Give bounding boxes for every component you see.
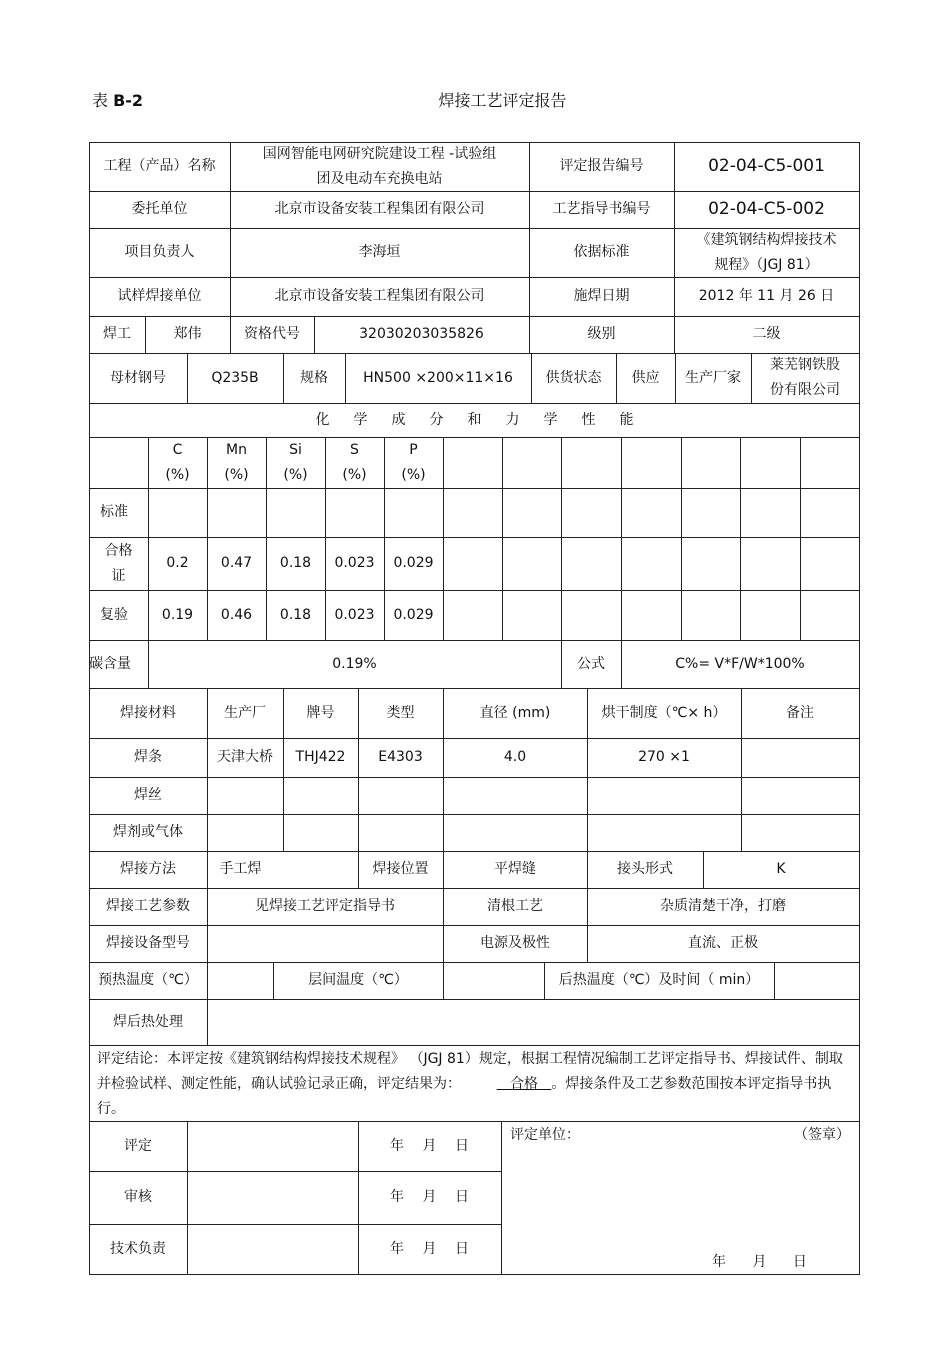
- spec-label: 规格: [300, 369, 328, 386]
- chem-row-recheck-label: 复验: [100, 606, 128, 623]
- pwht-label: 焊后热处理: [113, 1013, 183, 1030]
- signoff-review-date: 年 月 日: [390, 1189, 469, 1205]
- electrode-maker: 天津大桥: [217, 749, 273, 765]
- leader: 李海垣: [358, 244, 401, 260]
- electrode-diameter: 4.0: [503, 749, 527, 765]
- seal-label: （签章）: [794, 1127, 850, 1143]
- weld-unit-label: 试样焊接单位: [117, 288, 202, 304]
- page-title: 焊接工艺评定报告: [438, 91, 567, 110]
- welder: 郑伟: [173, 326, 202, 342]
- recheck-value-mn: 0.46: [220, 606, 253, 623]
- materials-header-material: 焊接材料: [120, 704, 176, 721]
- supply-state: 供应: [631, 369, 660, 386]
- wps-no: 02-04-C5-002: [708, 199, 825, 219]
- chem-col-s: S (%): [342, 441, 367, 483]
- maker-label: 生产厂家: [685, 369, 741, 386]
- preheat-label: 预热温度（℃）: [98, 972, 198, 988]
- cert-value-c: 0.2: [166, 555, 189, 571]
- interpass-label: 层间温度（℃）: [308, 972, 408, 988]
- cert-label: 资格代号: [244, 326, 300, 342]
- flux-label: 焊剂或气体: [113, 824, 183, 840]
- formula-label: 公式: [577, 655, 605, 672]
- chem-col-p: P (%): [401, 441, 426, 483]
- materials-header-type: 类型: [386, 704, 415, 721]
- eval-unit-date: 年 月 日: [712, 1254, 807, 1270]
- leader-label: 项目负责人: [124, 244, 195, 260]
- signoff-evaluate-date: 年 月 日: [390, 1137, 469, 1154]
- basis-standard: 《建筑钢结构焊接技术 规程》（JGJ 81）: [696, 231, 837, 273]
- equipment-label: 焊接设备型号: [106, 935, 190, 951]
- project-name: 国网智能电网研究院建设工程 -试验组 团及电动车充换电站: [262, 145, 497, 187]
- chem-col-c: C (%): [165, 441, 190, 483]
- conclusion-result: 合格: [509, 1076, 538, 1092]
- params: 见焊接工艺评定指导书: [255, 898, 395, 914]
- signoff-tech-date: 年 月 日: [390, 1240, 469, 1257]
- postheat-label: 后热温度（℃）及时间（ min）: [558, 972, 760, 988]
- steel-grade: Q235B: [211, 369, 259, 386]
- signoff-evaluate-label: 评定: [124, 1137, 152, 1154]
- basis-label: 依据标准: [573, 244, 630, 260]
- formula: C%= V*F/W*100%: [675, 655, 805, 672]
- method-label: 焊接方法: [120, 861, 176, 877]
- grade: 二级: [752, 326, 781, 342]
- carbon-label: 碳含量: [89, 655, 131, 672]
- supply-label: 供货状态: [545, 369, 602, 386]
- steel-label: 母材钢号: [110, 369, 166, 386]
- chem-row-cert-label: 合格 证: [104, 542, 133, 584]
- cert-value-s: 0.023: [334, 555, 375, 571]
- materials-header-maker: 生产厂: [224, 704, 266, 721]
- recheck-value-si: 0.18: [279, 606, 312, 623]
- position-label: 焊接位置: [372, 861, 429, 877]
- report-no-label: 评定报告编号: [559, 158, 644, 174]
- cert-value-p: 0.029: [393, 555, 434, 571]
- electrode-brand: THJ422: [295, 749, 346, 765]
- recheck-value-s: 0.023: [334, 606, 375, 623]
- wps-no-label: 工艺指导书编号: [552, 201, 651, 217]
- welder-label: 焊工: [103, 326, 131, 342]
- chem-section-title: 化学成分和力学性能: [315, 411, 658, 428]
- wire-label: 焊丝: [134, 787, 162, 803]
- conclusion: 评定结论：本评定按《建筑钢结构焊接技术规程》 （JGJ 81）规定，根据工程情况编制工艺评定指导书、焊接试件、制取并检验试样、测定性能，确认试验记录正确，评定结果为： 合格 。焊接条件及工艺参数范围按本评定指导书执行。: [97, 1051, 843, 1117]
- maker: 莱芜钢铁股 份有限公司: [770, 357, 840, 398]
- electrode-type: E4303: [378, 749, 423, 765]
- cert-value-mn: 0.47: [220, 555, 253, 571]
- grade-label: 级别: [587, 326, 616, 342]
- weld-unit: 北京市设备安装工程集团有限公司: [274, 288, 485, 304]
- method: 手工焊: [219, 861, 262, 877]
- signoff-tech-label: 技术负责: [110, 1240, 166, 1257]
- gouge-label: 清根工艺: [487, 898, 543, 914]
- params-label: 焊接工艺参数: [106, 898, 190, 914]
- power-label: 电源及极性: [480, 935, 550, 951]
- materials-header-remarks: 备注: [786, 704, 814, 721]
- client: 北京市设备安装工程集团有限公司: [274, 201, 485, 217]
- chem-col-si: Si (%): [283, 441, 308, 483]
- electrode-drying: 270 ×1: [638, 749, 690, 765]
- signoff-review-label: 审核: [124, 1189, 152, 1205]
- joint-type: K: [776, 861, 786, 877]
- client-label: 委托单位: [131, 201, 188, 217]
- materials-header-diameter: 直径 (mm): [479, 704, 551, 721]
- carbon-value: 0.19%: [332, 655, 377, 672]
- spec: HN500 ×200×11×16: [363, 369, 513, 386]
- weld-date: 2012 年 11 月 26 日: [698, 288, 835, 304]
- materials-header-brand: 牌号: [306, 704, 335, 721]
- eval-unit-label: 评定单位：: [510, 1127, 580, 1143]
- gouge: 杂质清楚干净，打磨: [660, 898, 786, 914]
- chem-col-mn: Mn (%): [224, 441, 249, 483]
- electrode-label: 焊条: [134, 749, 162, 765]
- weld-date-label: 施焊日期: [573, 288, 630, 304]
- cert-code: 32030203035826: [359, 326, 484, 342]
- recheck-value-c: 0.19: [161, 606, 194, 623]
- table-number: 表 B-2: [92, 91, 144, 110]
- position: 平焊缝: [494, 861, 536, 877]
- report-no: 02-04-C5-001: [708, 156, 825, 176]
- chem-row-standard-label: 标准: [100, 504, 128, 520]
- power: 直流、正极: [688, 935, 758, 951]
- cert-value-si: 0.18: [279, 555, 312, 571]
- project-name-label: 工程（产品）名称: [103, 158, 216, 174]
- joint-label: 接头形式: [617, 861, 673, 877]
- materials-header-drying: 烘干制度（℃× h）: [601, 704, 727, 721]
- recheck-value-p: 0.029: [393, 606, 434, 623]
